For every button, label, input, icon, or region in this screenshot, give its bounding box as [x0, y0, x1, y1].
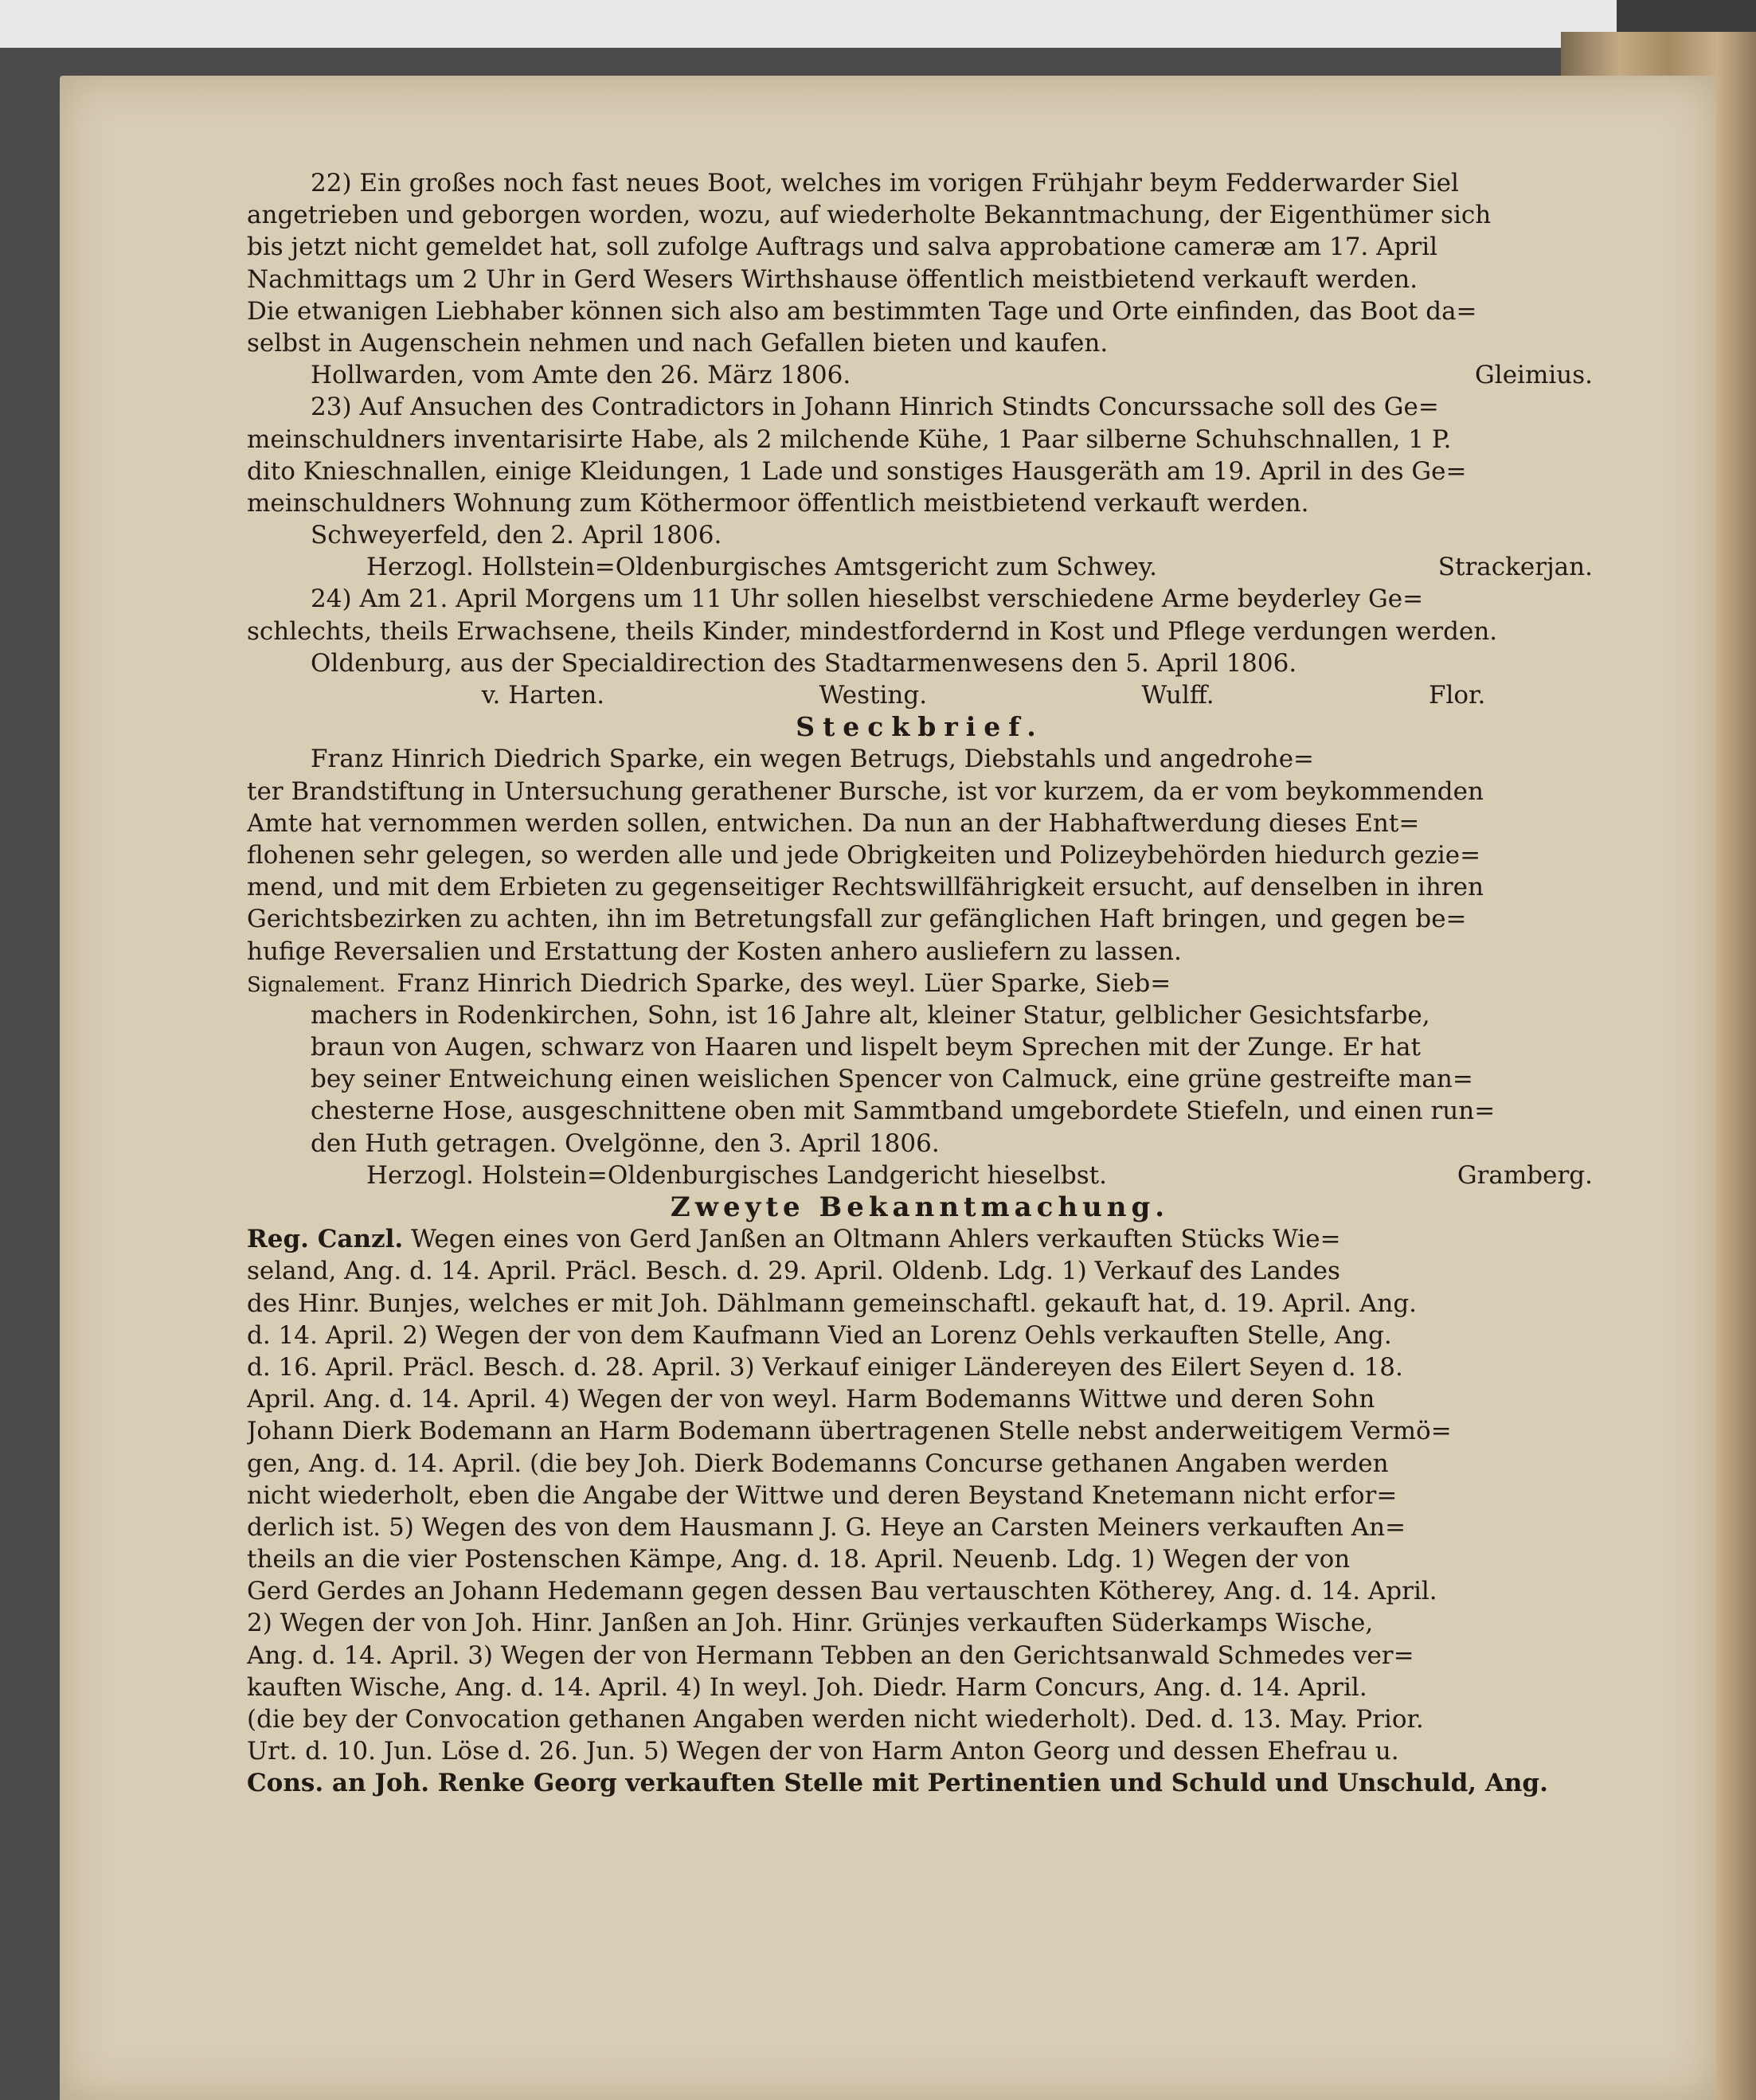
signatory: Wulff.	[1141, 681, 1214, 710]
text-line: angetrieben und geborgen worden, wozu, auf wiederholte Bekanntmachung, der Eigenthümer sich	[247, 201, 1492, 230]
text-line: derlich ist. 5) Wegen des von dem Hausmann J. G. Heye an Carsten Meiners verkauften An=	[247, 1512, 1406, 1542]
text-line: 24) Am 21. April Morgens um 11 Uhr sollen hieselbst verschiedene Arme beyderley Ge=	[311, 585, 1424, 614]
signatory: v. Harten.	[481, 681, 605, 710]
signature: Gleimius.	[1475, 361, 1593, 390]
authority-signature-row	[247, 551, 1593, 583]
text-line: ter Brandstiftung in Untersuchung gerathener Bursche, ist vor kurzem, da er vom beykommenden	[247, 776, 1484, 806]
text-line: seland, Ang. d. 14. April. Präcl. Besch. d. 29. April. Oldenb. Ldg. 1) Verkauf des Landes	[247, 1257, 1340, 1286]
page-text	[247, 167, 1593, 1800]
text-line: Gerd Gerdes an Johann Hedemann gegen dessen Bau vertauschten Kötherey, Ang. d. 14. April.	[247, 1577, 1437, 1606]
signatory: Flor.	[1428, 681, 1486, 710]
text-line: bis jetzt nicht gemeldet hat, soll zufolge Auftrags und salva approbatione cameræ am 17. April	[247, 233, 1438, 262]
text-line: machers in Rodenkirchen, Sohn, ist 16 Jahre alt, kleiner Statur, gelblicher Gesichtsfarbe,	[311, 1000, 1430, 1030]
text-line: bey seiner Entweichung einen weislichen Spencer von Calmuck, eine grüne gestreifte man=	[311, 1065, 1473, 1094]
place-date: Hollwarden, vom Amte den 26. März 1806.	[311, 361, 851, 390]
signalement-line	[247, 968, 1593, 999]
text-line: (die bey der Convocation gethanen Angaben werden nicht wiederholt). Ded. d. 13. May. Prior.	[247, 1705, 1424, 1734]
text-line: Gerichtsbezirken zu achten, ihn im Betretungsfall zur gefänglichen Haft bringen, und gegen be=	[247, 905, 1467, 934]
text-line: nicht wiederholt, eben die Angabe der Wittwe und deren Beystand Knetemann nicht erfor=	[247, 1480, 1398, 1510]
authority: Herzogl. Holstein=Oldenburgisches Landgericht hieselbst.	[366, 1160, 1107, 1190]
text-line: flohenen sehr gelegen, so werden alle und jede Obrigkeiten und Polizeybehörden hiedurch gezie=	[247, 840, 1481, 870]
signatories-row	[247, 679, 1593, 711]
steckbrief-section	[247, 711, 1593, 1191]
text-line: 22) Ein großes noch fast neues Boot, welches im vorigen Frühjahr beym Fedderwarder Siel	[311, 169, 1459, 197]
text-line: gen, Ang. d. 14. April. (die bey Joh. Dierk Bodemanns Concurse gethanen Angaben werden	[247, 1449, 1389, 1478]
text-line: mend, und mit dem Erbieten zu gegenseitiger Rechtswillfährigkeit ersucht, auf denselben in ihren	[247, 873, 1484, 902]
text-line: dito Knieschnallen, einige Kleidungen, 1 Lade und sonstiges Hausgeräth am 19. April in des Ge=	[247, 456, 1467, 486]
text-line: meinschuldners inventarisirte Habe, als 2 milchende Kühe, 1 Paar silberne Schuhschnallen, 1 P.	[247, 424, 1452, 454]
section-heading: Zweyte Bekanntmachung.	[670, 1191, 1170, 1223]
text-line: Ang. d. 14. April. 3) Wegen der von Hermann Tebben an den Gerichtsanwald Schmedes ver=	[247, 1641, 1414, 1670]
text-line: d. 14. April. 2) Wegen der von dem Kaufmann Vied an Lorenz Oehls verkauften Stelle, Ang.	[247, 1320, 1392, 1350]
text-line: Die etwanigen Liebhaber können sich also am bestimmten Tage und Orte einfinden, das Boot da=	[247, 296, 1477, 326]
signatory: Westing.	[819, 681, 928, 710]
text-line: braun von Augen, schwarz von Haaren und lispelt beym Sprechen mit der Zunge. Er hat	[311, 1033, 1421, 1062]
text-line: schlechts, theils Erwachsene, theils Kinder, mindestfordernd in Kost und Pflege verdungen werden.	[247, 616, 1498, 646]
text-line: 23) Auf Ansuchen des Contradictors in Johann Hinrich Stindts Concurssache soll des Ge=	[311, 393, 1439, 422]
text-line: selbst in Augenschein nehmen und nach Gefallen bieten und kaufen.	[247, 328, 1109, 358]
place-signature-row	[247, 359, 1593, 391]
notice-23	[247, 391, 1593, 583]
signature: Strackerjan.	[1437, 553, 1593, 582]
text-line: theils an die vier Postenschen Kämpe, Ang. d. 18. April. Neuenb. Ldg. 1) Wegen der von	[247, 1545, 1351, 1574]
lead-line	[247, 1223, 1593, 1255]
text-line: meinschuldners Wohnung zum Köthermoor öffentlich meistbietend verkauft werden.	[247, 488, 1309, 518]
authority: Herzogl. Hollstein=Oldenburgisches Amtsgericht zum Schwey.	[366, 553, 1157, 582]
authority-signature-row	[247, 1159, 1593, 1191]
notice-24	[247, 583, 1593, 711]
text-line: Cons. an Joh. Renke Georg verkauften Stelle mit Pertinentien und Schuld und Unschuld, Ang.	[247, 1769, 1548, 1798]
zweyte-bekanntmachung-section	[247, 1191, 1593, 1800]
text-line: Franz Hinrich Diedrich Sparke, ein wegen Betrugs, Diebstahls und angedrohe=	[311, 745, 1315, 774]
section-heading: Steckbrief.	[796, 711, 1044, 743]
text-line: d. 16. April. Präcl. Besch. d. 28. April. 3) Verkauf einiger Ländereyen des Eilert Seyen d. 18.	[247, 1352, 1403, 1382]
signalement-label: Signalement.	[247, 972, 386, 997]
text-line: Amte hat vernommen werden sollen, entwichen. Da nun an der Habhaftwerdung dieses Ent=	[247, 808, 1420, 838]
scan-background-top	[0, 0, 1756, 48]
lead-text: Wegen eines von Gerd Janßen an Oltmann Ahlers verkauften Stücks Wie=	[411, 1225, 1341, 1254]
text-line: des Hinr. Bunjes, welches er mit Joh. Dählmann gemeinschaftl. gekauft hat, d. 19. April. Ang.	[247, 1289, 1418, 1318]
text-line: Johann Dierk Bodemann an Harm Bodemann übertragenen Stelle nebst anderweitigem Vermö=	[247, 1417, 1452, 1446]
text-line: Urt. d. 10. Jun. Löse d. 26. Jun. 5) Wegen der von Harm Anton Georg und dessen Ehefrau u.	[247, 1737, 1399, 1766]
text-line: kauften Wische, Ang. d. 14. April. 4) In weyl. Joh. Diedr. Harm Concurs, Ang. d. 14. April.	[247, 1672, 1367, 1702]
text-line: 2) Wegen der von Joh. Hinr. Janßen an Joh. Hinr. Grünjes verkauften Süderkamps Wische,	[247, 1609, 1374, 1638]
place-date: Oldenburg, aus der Specialdirection des Stadtarmenwesens den 5. April 1806.	[311, 648, 1297, 678]
text-line: Nachmittags um 2 Uhr in Gerd Wesers Wirthshause öffentlich meistbietend verkauft werden.	[247, 264, 1418, 294]
signalement-text: Franz Hinrich Diedrich Sparke, des weyl. Lüer Sparke, Sieb=	[397, 968, 1171, 998]
text-line: hufige Reversalien und Erstattung der Kosten anhero ausliefern zu lassen.	[247, 937, 1182, 966]
lead-label: Reg. Canzl.	[247, 1225, 404, 1254]
signature: Gramberg.	[1457, 1160, 1593, 1190]
text-line: chesterne Hose, ausgeschnittene oben mit Sammtband umgebordete Stiefeln, und einen run=	[311, 1097, 1496, 1126]
notice-22	[247, 167, 1593, 391]
text-line: den Huth getragen. Ovelgönne, den 3. April 1806.	[311, 1128, 940, 1158]
text-line: April. Ang. d. 14. April. 4) Wegen der von weyl. Harm Bodemanns Wittwe und deren Sohn	[247, 1385, 1375, 1414]
place-date: Schweyerfeld, den 2. April 1806.	[311, 521, 722, 550]
